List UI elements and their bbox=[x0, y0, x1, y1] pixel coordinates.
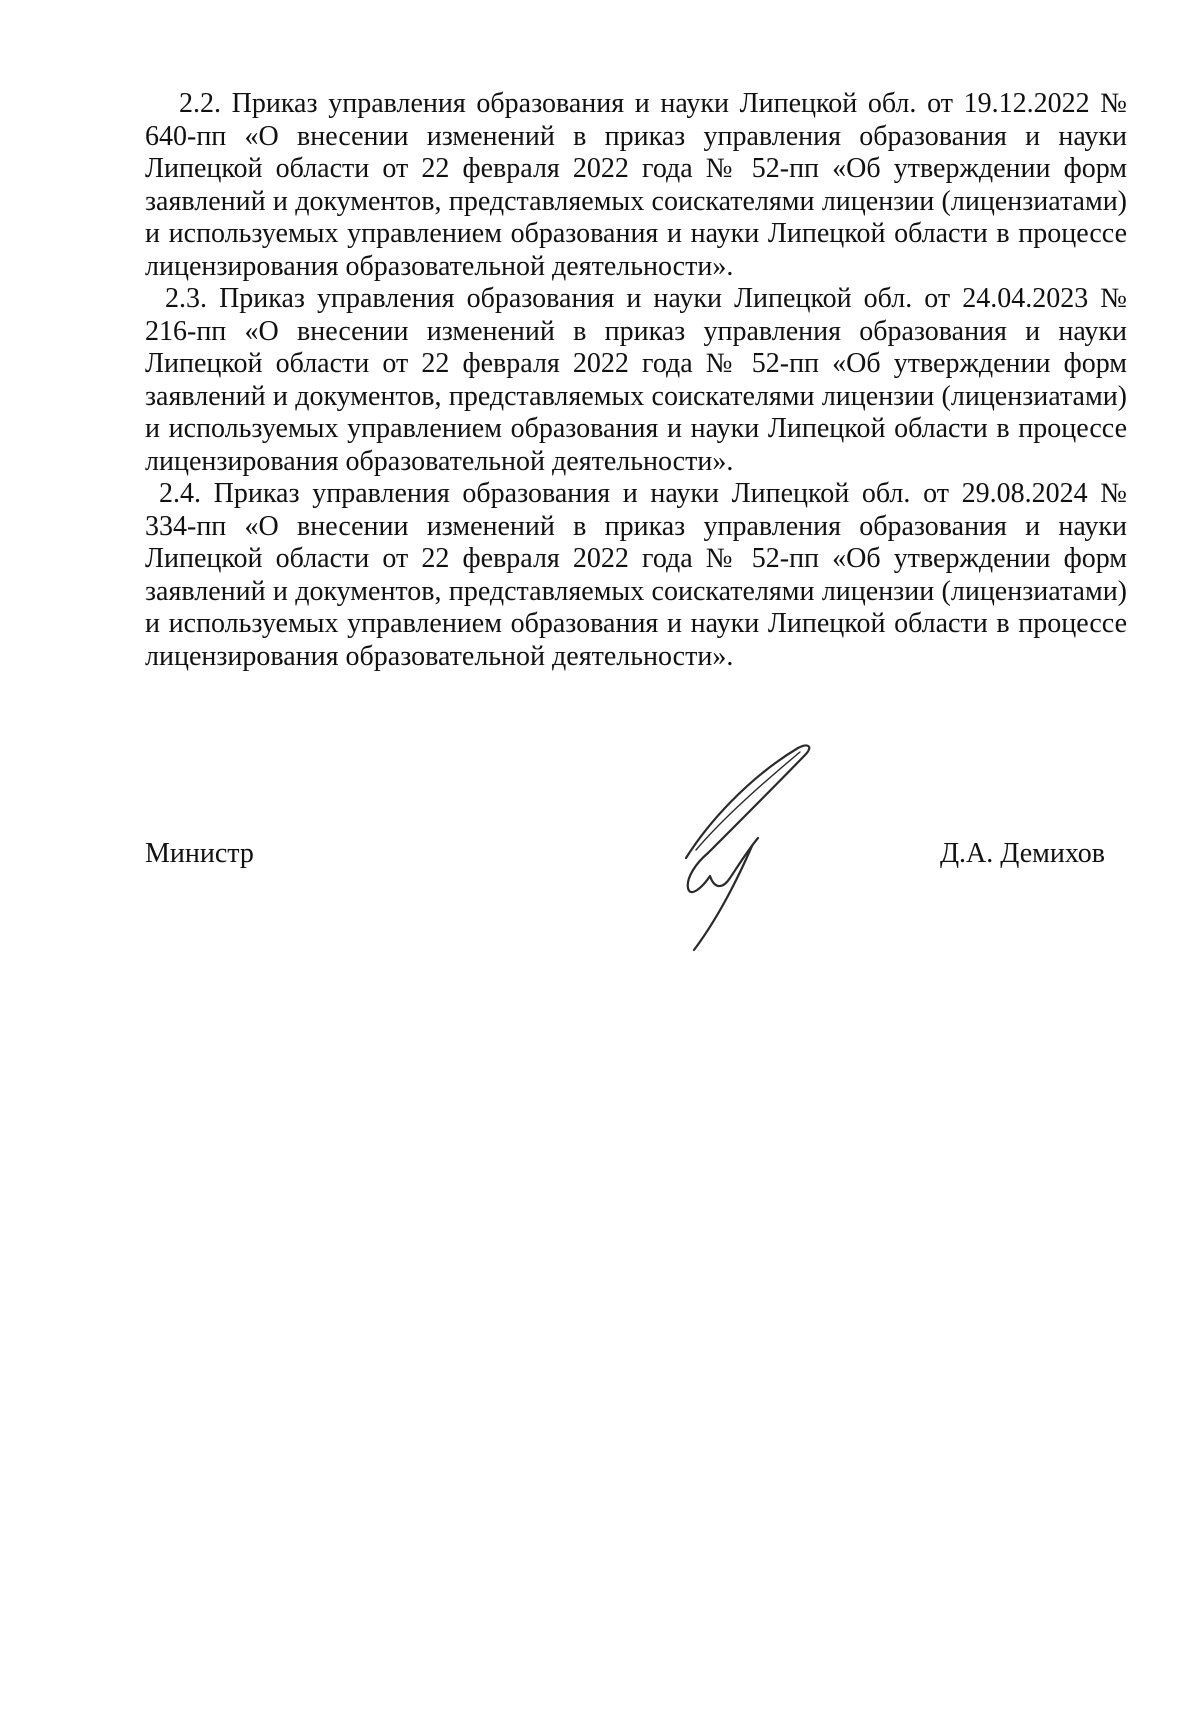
signer-name: Д.А. Демихов bbox=[939, 838, 1105, 869]
handwritten-signature-icon bbox=[678, 738, 868, 958]
signature-block bbox=[145, 838, 1105, 878]
paragraph-2-3: 2.3. Приказ управления образования и науки Липецкой обл. от 24.04.2023 № 216-пп «О внесении изменений в приказ управления образования и науки Липецкой области от 22 февраля 2022 года № 52-пп «Об утверждении форм заявлений и документов, представляемых соискателями лицензии (лицензиатами) и используемых управлением образования и науки Липецкой области в процессе лицензирования образовательной деятельности». bbox=[145, 283, 1127, 477]
paragraph-2-4: 2.4. Приказ управления образования и науки Липецкой обл. от 29.08.2024 № 334-пп «О внесении изменений в приказ управления образования и науки Липецкой области от 22 февраля 2022 года № 52-пп «Об утверждении форм заявлений и документов, представляемых соискателями лицензии (лицензиатами) и используемых управлением образования и науки Липецкой области в процессе лицензирования образовательной деятельности». bbox=[145, 478, 1127, 672]
paragraph-2-2: 2.2. Приказ управления образования и науки Липецкой обл. от 19.12.2022 № 640-пп «О внесении изменений в приказ управления образования и науки Липецкой области от 22 февраля 2022 года № 52-пп «Об утверждении форм заявлений и документов, представляемых соискателями лицензии (лицензиатами) и используемых управлением образования и науки Липецкой области в процессе лицензирования образовательной деятельности». bbox=[145, 88, 1127, 282]
document-body bbox=[145, 88, 1127, 673]
signer-title: Министр bbox=[145, 838, 254, 869]
